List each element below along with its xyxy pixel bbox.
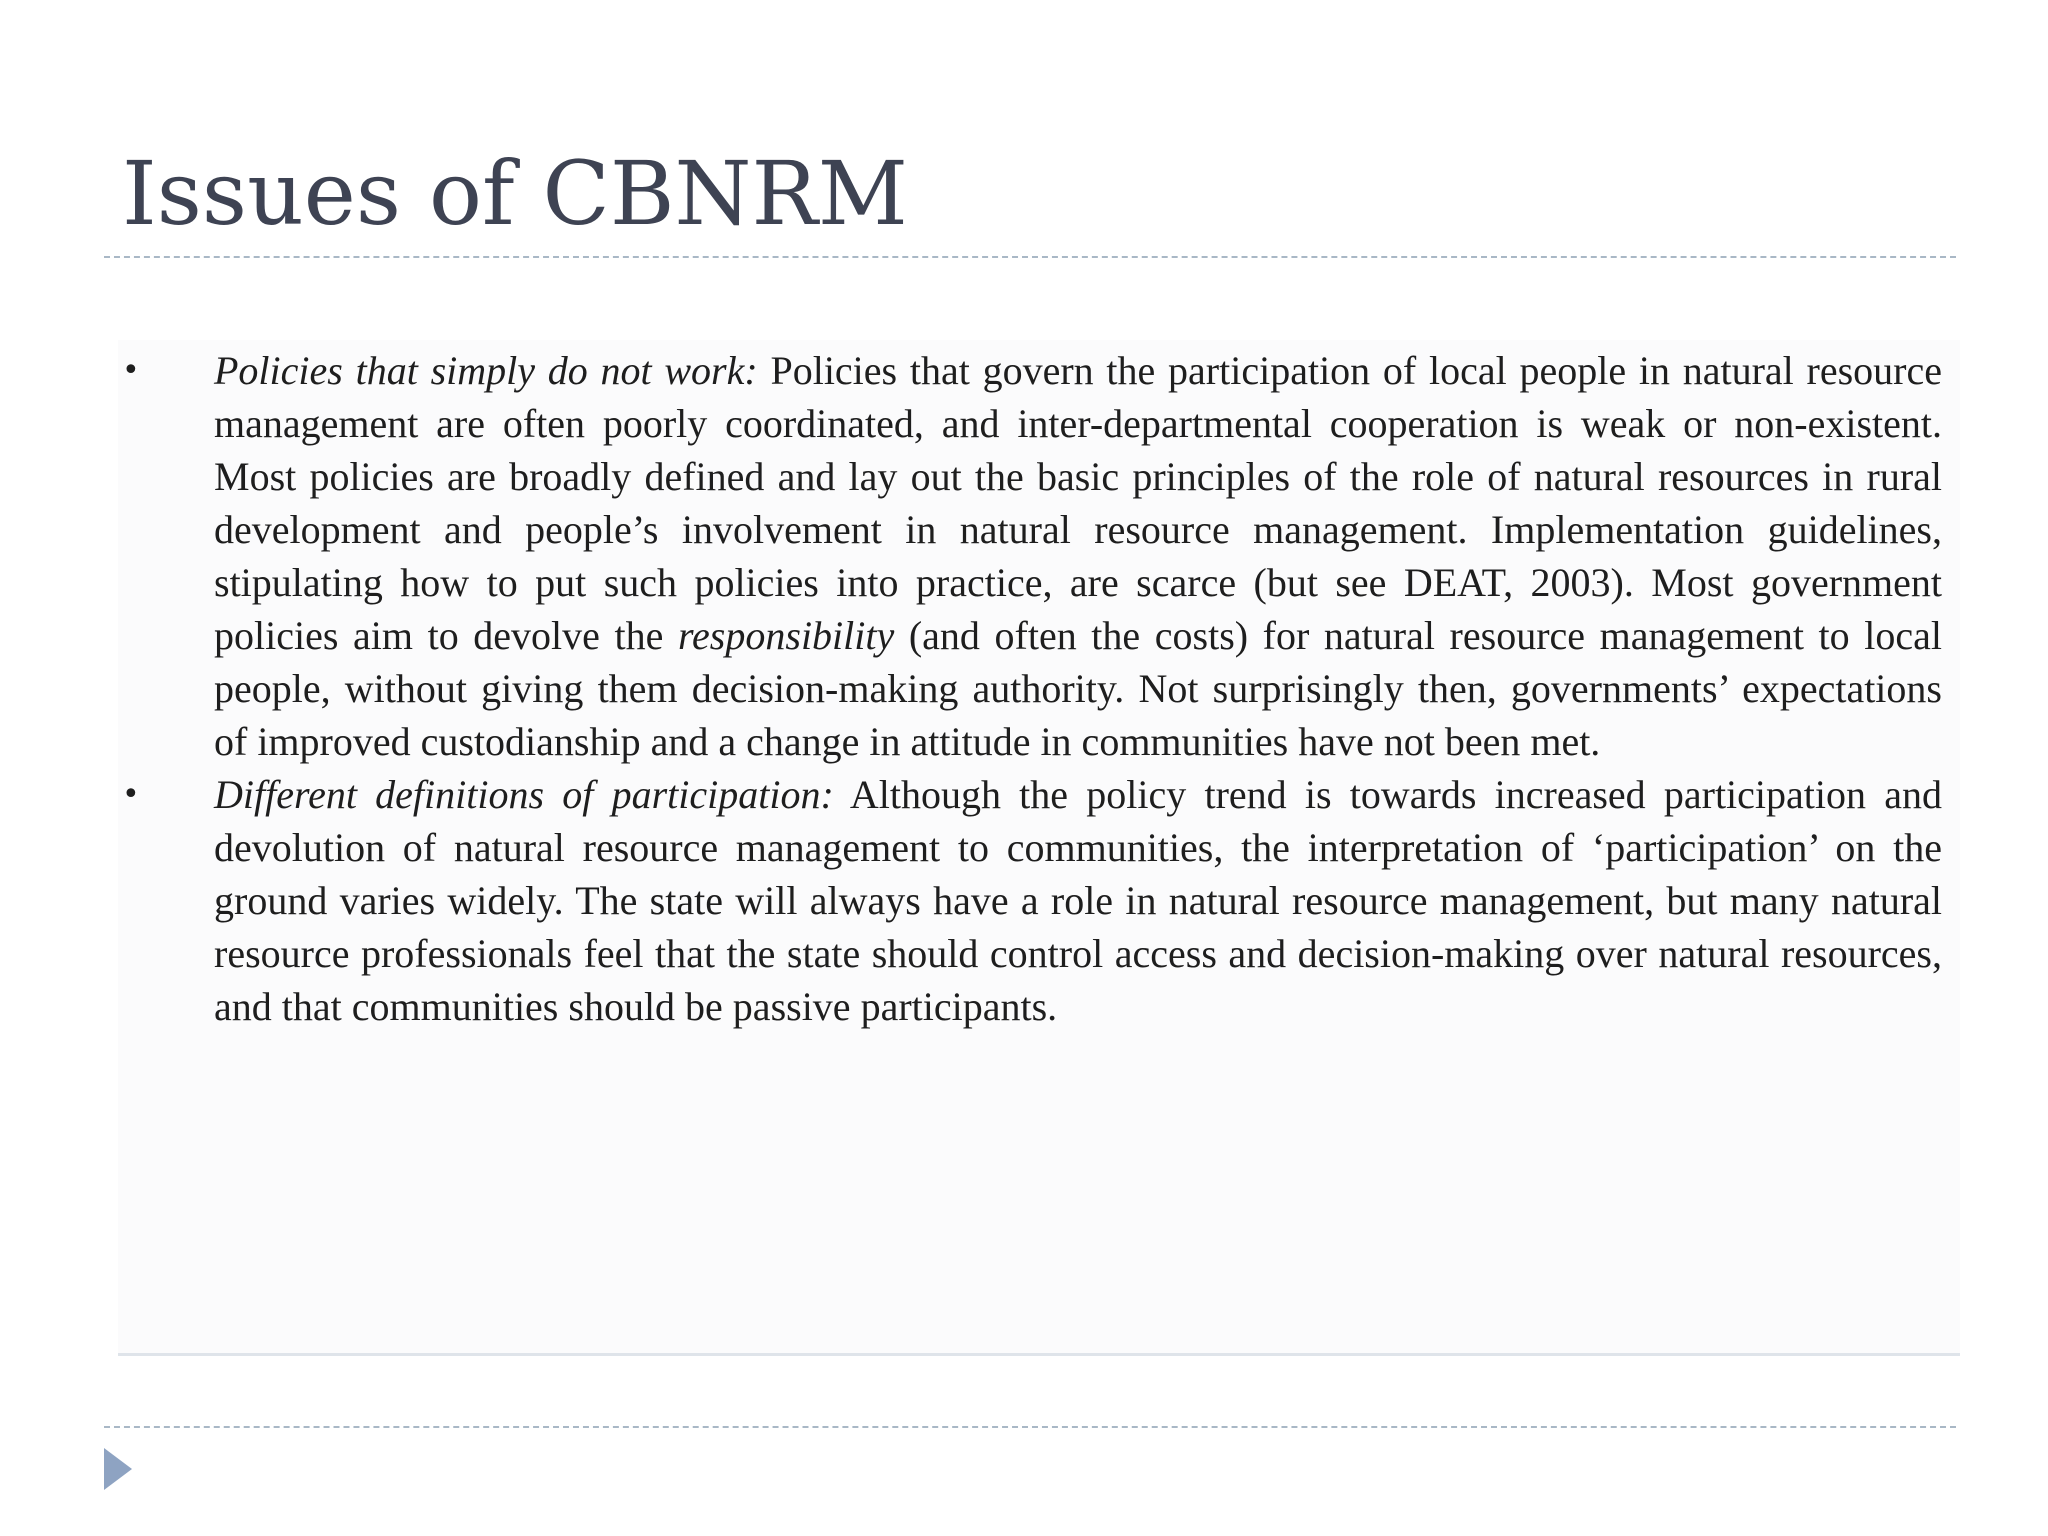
play-triangle-icon bbox=[104, 1448, 132, 1490]
item-text: (and often the costs) for natural resource management to local people, without giving them decision-making authority. Not surprisingly then, governments’ expectations of improved custodianship and a change in attitude in communities have not been met. bbox=[214, 613, 1942, 764]
list-item bbox=[122, 344, 1942, 768]
bullet-list bbox=[122, 344, 1942, 1033]
item-term: Different definitions of participation: bbox=[214, 772, 834, 817]
item-text: Although the policy trend is towards increased participation and devolution of natural resource management to communities, the interpretation of ‘participation’ on the ground varies widely. The state will always have a role in natural resource management, but many natural resource professionals feel that the state should control access and decision-making over natural resources, and that communities should be passive participants. bbox=[214, 772, 1942, 1029]
footer-divider bbox=[104, 1426, 1956, 1428]
item-term: Policies that simply do not work: bbox=[214, 348, 758, 393]
title-divider bbox=[104, 256, 1956, 258]
item-text: Policies that govern the participation of local people in natural resource management are often poorly coordinated, and inter-departmental cooperation is weak or non-existent. Most policies are broadly defined and lay out the basic principles of the role of natural resources in rural development and people’s involvement in natural resource management. Implementation guidelines, stipulating how to put such policies into practice, are scarce (but see DEAT, 2003). Most government policies aim to devolve the bbox=[214, 348, 1942, 658]
bullet-dot-icon: • bbox=[122, 353, 140, 388]
slide-title: Issues of CBNRM bbox=[122, 142, 908, 245]
list-item bbox=[122, 768, 1942, 1033]
scanned-text-image bbox=[118, 340, 1960, 1356]
item-emphasis: responsibility bbox=[677, 613, 895, 658]
bullet-dot-icon: • bbox=[122, 777, 140, 812]
